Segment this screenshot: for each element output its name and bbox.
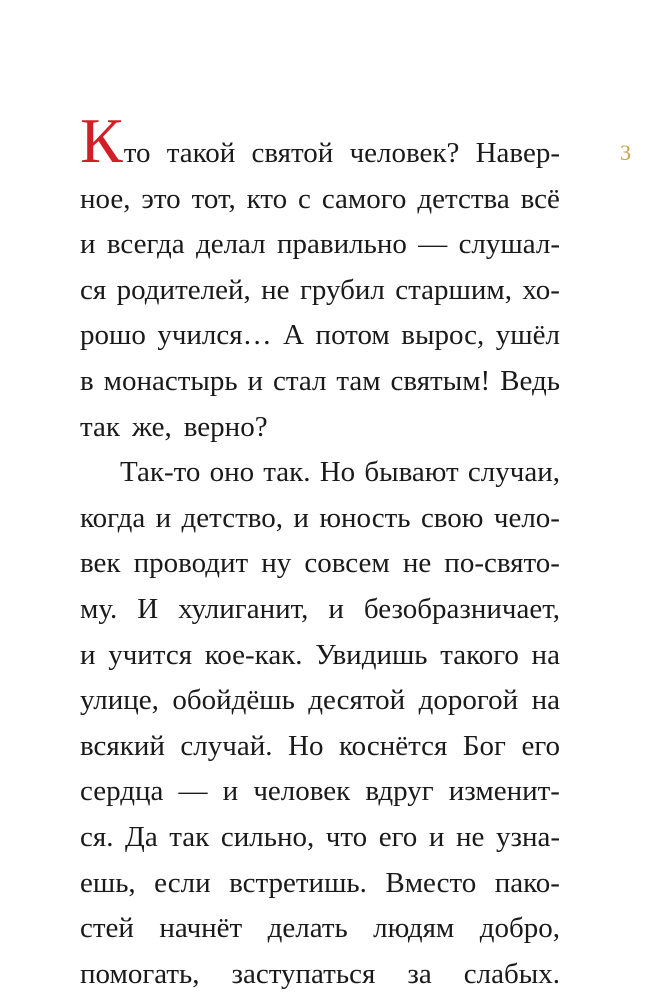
text-line <box>80 444 560 490</box>
word: Но <box>319 456 356 489</box>
word: грубил <box>299 273 385 306</box>
text-line <box>80 672 560 718</box>
word: сильно, <box>220 820 315 853</box>
word: учится <box>108 638 193 671</box>
word: заступаться <box>231 957 376 990</box>
word: вдруг <box>365 775 434 808</box>
text-line <box>80 307 560 353</box>
body-text <box>80 105 560 991</box>
word: человек <box>253 775 351 808</box>
word: там <box>336 364 381 397</box>
word: его <box>378 820 418 853</box>
word: обойдёшь <box>172 684 295 717</box>
word: кое-как. <box>204 638 303 671</box>
word: оно <box>209 456 255 489</box>
word: и <box>222 775 239 808</box>
word: Вместо <box>385 866 477 899</box>
word: Но <box>288 729 324 762</box>
text-line <box>80 580 560 626</box>
word: юность <box>319 501 411 534</box>
text-line <box>80 945 560 991</box>
word: вырос, <box>401 319 485 352</box>
word: и <box>247 364 264 397</box>
word: и <box>155 501 172 534</box>
text-line <box>80 626 560 672</box>
word: А <box>283 319 305 352</box>
word: и <box>80 638 96 671</box>
word: случай. <box>180 729 273 762</box>
word: бывают <box>364 456 459 489</box>
word: святой <box>251 137 334 169</box>
word: это <box>141 182 181 215</box>
page-number: 3 <box>620 140 631 165</box>
word: — <box>178 775 208 808</box>
word: Ведь <box>500 364 560 397</box>
word: и <box>293 501 309 534</box>
word: слушал- <box>458 228 560 261</box>
word: если <box>154 866 211 899</box>
word: сердца <box>80 775 164 808</box>
word: всегда <box>106 228 185 261</box>
word: по-свято- <box>444 547 560 580</box>
word: чело- <box>493 501 560 534</box>
word: что <box>325 820 368 853</box>
word: верно? <box>183 410 268 443</box>
text-line <box>80 854 560 900</box>
word: кто <box>246 182 288 215</box>
word: слабых. <box>463 957 560 990</box>
word: тот, <box>191 182 236 215</box>
word: дорогой <box>418 684 519 717</box>
word: за <box>407 957 432 990</box>
word: Навер- <box>475 137 560 169</box>
word: ушёл <box>495 319 560 352</box>
word: ся. <box>80 820 114 853</box>
word: хо- <box>522 273 560 306</box>
text-line <box>80 105 560 176</box>
drop-cap-word <box>80 105 151 176</box>
word: всё <box>520 182 560 215</box>
text-line <box>80 535 560 581</box>
word: И <box>137 592 159 625</box>
word: Так-то <box>120 456 201 489</box>
text-line <box>80 808 560 854</box>
word: безобразничает, <box>363 592 560 625</box>
word: то <box>123 137 151 169</box>
word: встретишь. <box>229 866 367 899</box>
word: же, <box>132 410 172 443</box>
word: не <box>261 273 290 306</box>
word: стей <box>80 912 134 945</box>
word: в <box>80 364 94 397</box>
word: свою <box>420 501 484 534</box>
word: когда <box>80 501 146 534</box>
word: пако- <box>494 866 560 899</box>
word: так. <box>263 456 311 489</box>
text-line <box>80 489 560 535</box>
word: так <box>80 410 120 443</box>
word: не <box>456 820 485 853</box>
word: добро, <box>479 912 560 945</box>
text-line <box>80 398 560 444</box>
word: делал <box>195 228 266 261</box>
word: хулиганит, <box>178 592 309 625</box>
word: рошо <box>80 319 146 352</box>
word: улице, <box>80 684 159 717</box>
word: и <box>80 228 96 261</box>
word: детства <box>417 182 510 215</box>
word: и <box>428 820 445 853</box>
word: му. <box>80 592 118 625</box>
text-line <box>80 261 560 307</box>
word: ное, <box>80 182 131 215</box>
word: Бог <box>462 729 506 762</box>
word: — <box>418 228 448 261</box>
word: старшим, <box>395 273 512 306</box>
word: так <box>169 820 210 853</box>
text-line <box>80 717 560 763</box>
word: Увидишь <box>315 638 428 671</box>
drop-cap: К <box>80 105 123 176</box>
word: монастырь <box>103 364 238 397</box>
word: Да <box>125 820 158 853</box>
word: детство, <box>181 501 283 534</box>
word: на <box>531 638 560 671</box>
word: совсем <box>304 547 390 580</box>
word: узна- <box>495 820 560 853</box>
text-line <box>80 170 560 216</box>
word: ся <box>80 273 107 306</box>
word: святым! <box>390 364 491 397</box>
word: стал <box>272 364 327 397</box>
word: помогать, <box>80 957 200 990</box>
word: начнёт <box>159 912 243 945</box>
word: десятой <box>308 684 406 717</box>
word: ну <box>261 547 292 580</box>
word: потом <box>315 319 390 352</box>
word: самого <box>321 182 407 215</box>
word: правильно <box>277 228 407 261</box>
word: родителей, <box>116 273 251 306</box>
text-line <box>80 900 560 946</box>
text-line <box>80 216 560 262</box>
word: такого <box>440 638 519 671</box>
word: случаи, <box>467 456 560 489</box>
text-line <box>80 763 560 809</box>
word: его <box>521 729 560 762</box>
word: с <box>298 182 311 215</box>
word: проводит <box>133 547 249 580</box>
word: и <box>328 592 344 625</box>
word: делать <box>267 912 348 945</box>
word: человек? <box>349 137 460 169</box>
word: век <box>80 547 121 580</box>
word: на <box>531 684 560 717</box>
word: всякий <box>80 729 165 762</box>
word: не <box>402 547 432 580</box>
word: учился… <box>157 319 272 352</box>
word: коснётся <box>339 729 448 762</box>
word: изменит- <box>448 775 560 808</box>
word: ешь, <box>80 866 136 899</box>
word: людям <box>373 912 455 945</box>
text-line <box>80 352 560 398</box>
word: такой <box>166 137 236 169</box>
